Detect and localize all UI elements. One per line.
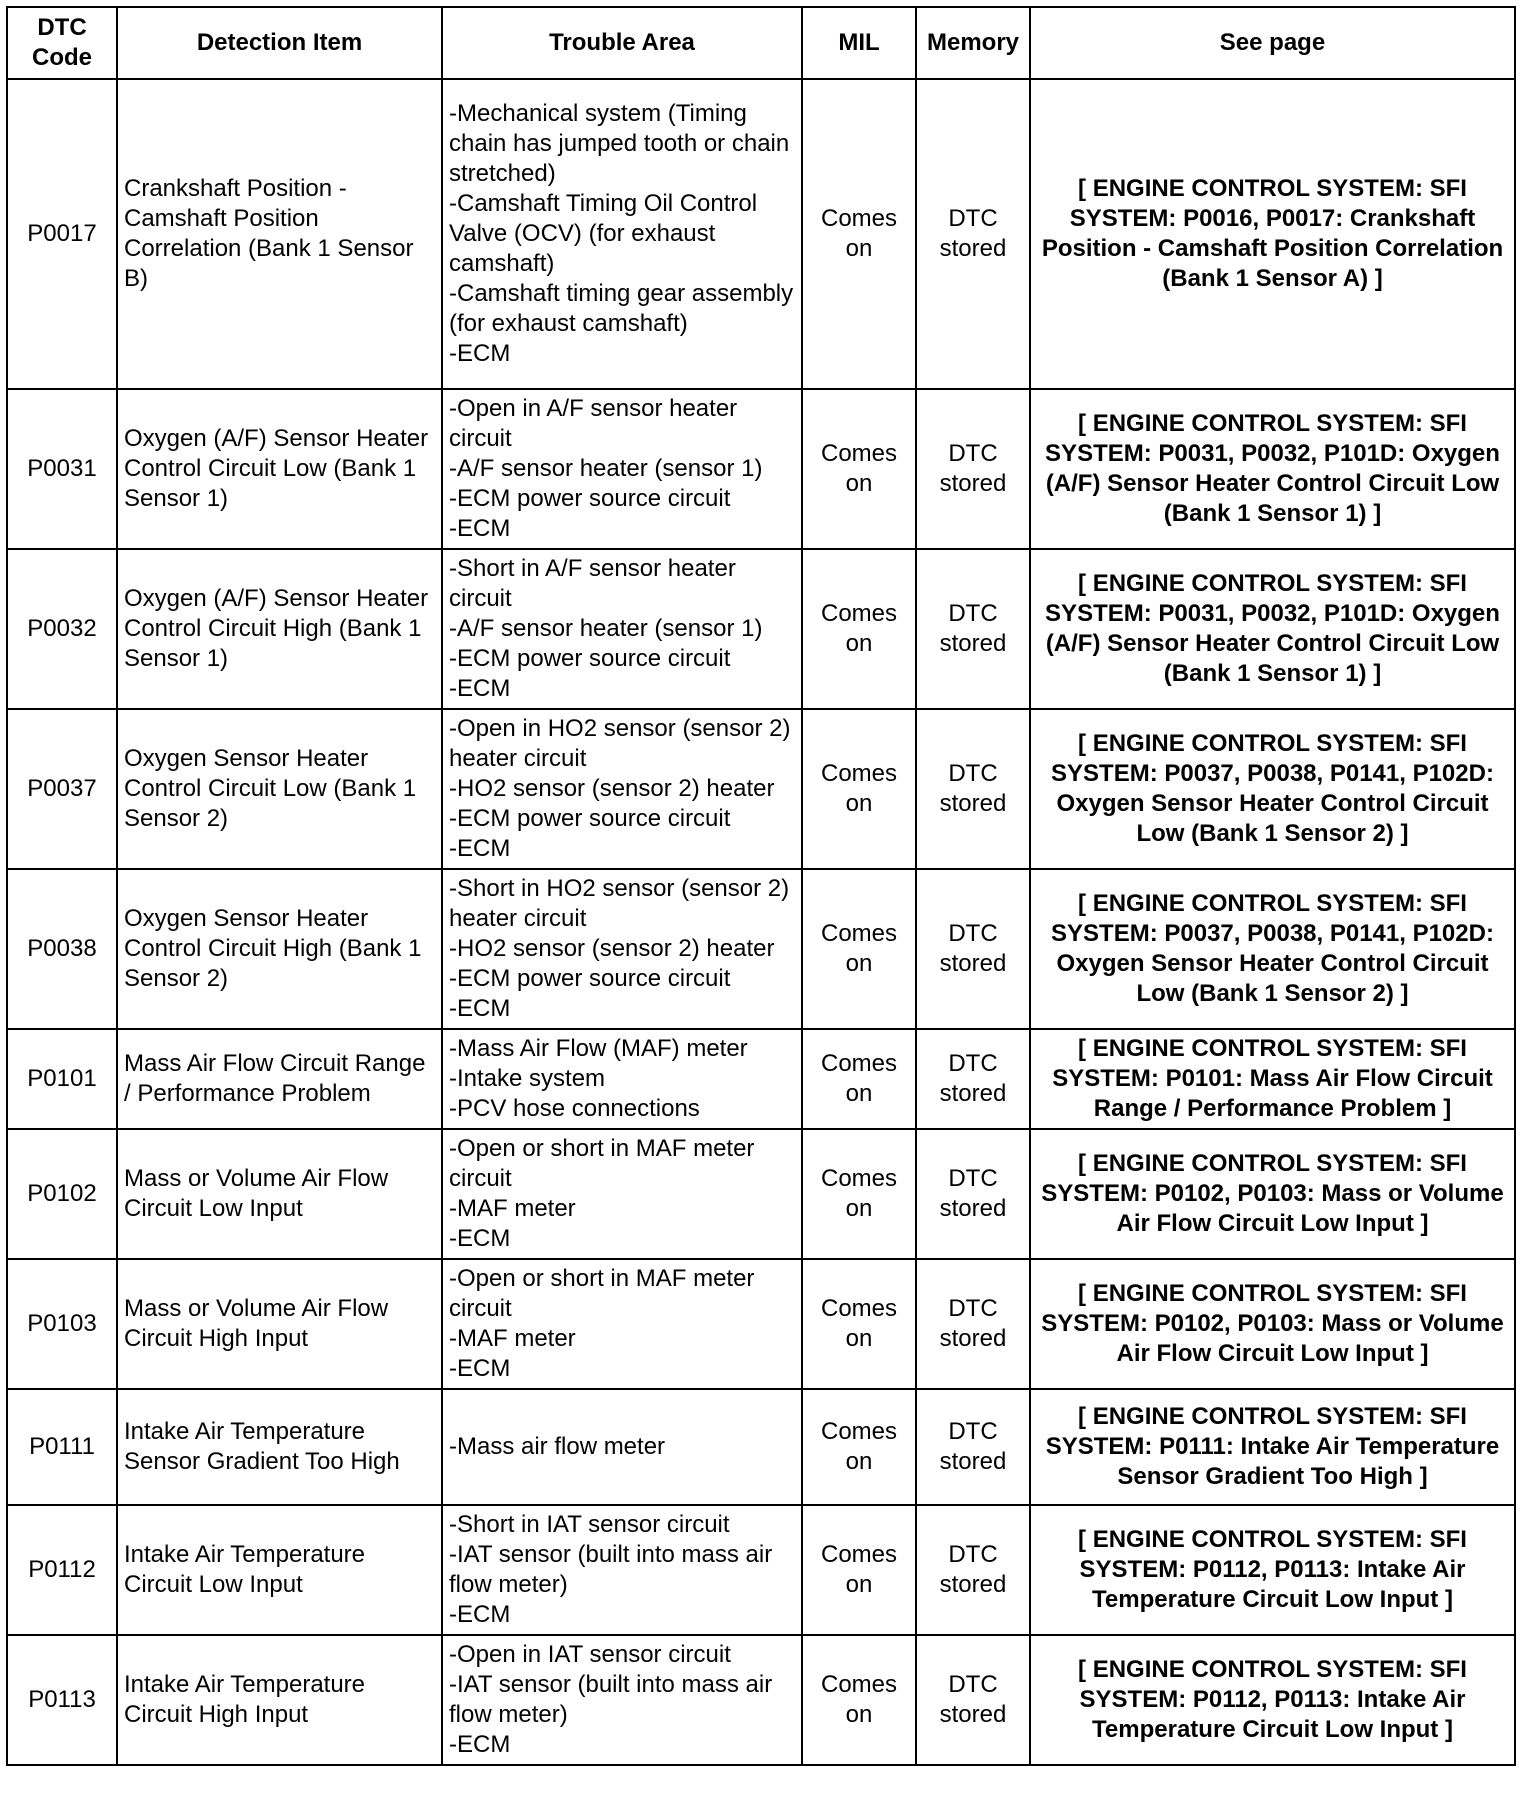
trouble-area-cell: [442, 389, 802, 549]
trouble-area-item: -Mechanical system (Timing chain has jumped tooth or chain stretched): [449, 100, 790, 187]
dtc-code-cell: P0112: [7, 1505, 117, 1635]
mil-cell: Comes on: [802, 549, 916, 709]
see-page-link: [ ENGINE CONTROL SYSTEM: SFI SYSTEM: P0037, P0038, P0141, P102D: Oxygen Sensor Heater Control Circuit Low (Bank 1 Sensor 2) ]: [1030, 869, 1515, 1029]
trouble-area-item: -Open in HO2 sensor (sensor 2) heater circuit: [449, 715, 791, 772]
trouble-area-item: -ECM: [449, 995, 511, 1022]
trouble-area-item: -Open in A/F sensor heater circuit: [449, 395, 738, 452]
mil-cell: Comes on: [802, 1389, 916, 1505]
mil-cell: Comes on: [802, 709, 916, 869]
trouble-area-item: -ECM power source circuit: [449, 805, 731, 832]
trouble-area-item: -Short in IAT sensor circuit: [449, 1511, 730, 1538]
detection-item-cell: Mass Air Flow Circuit Range / Performance Problem: [117, 1029, 442, 1129]
memory-cell: DTC stored: [916, 1029, 1030, 1129]
header-detection-item: Detection Item: [117, 7, 442, 79]
detection-item-cell: Oxygen Sensor Heater Control Circuit High (Bank 1 Sensor 2): [117, 869, 442, 1029]
see-page-link: [ ENGINE CONTROL SYSTEM: SFI SYSTEM: P0102, P0103: Mass or Volume Air Flow Circuit Low Input ]: [1030, 1129, 1515, 1259]
detection-item-cell: Intake Air Temperature Circuit High Input: [117, 1635, 442, 1765]
dtc-table-container: [6, 6, 1514, 1766]
see-page-link: [ ENGINE CONTROL SYSTEM: SFI SYSTEM: P0111: Intake Air Temperature Sensor Gradient Too High ]: [1030, 1389, 1515, 1505]
trouble-area-item: -ECM: [449, 340, 511, 367]
detection-item-cell: Intake Air Temperature Sensor Gradient Too High: [117, 1389, 442, 1505]
table-header-row: [7, 7, 1515, 79]
see-page-link: [ ENGINE CONTROL SYSTEM: SFI SYSTEM: P0031, P0032, P101D: Oxygen (A/F) Sensor Heater Control Circuit Low (Bank 1 Sensor 1) ]: [1030, 389, 1515, 549]
trouble-area-item: -Short in A/F sensor heater circuit: [449, 555, 736, 612]
dtc-code-cell: P0038: [7, 869, 117, 1029]
dtc-code-cell: P0031: [7, 389, 117, 549]
trouble-area-cell: [442, 1259, 802, 1389]
trouble-area-cell: [442, 1505, 802, 1635]
see-page-link: [ ENGINE CONTROL SYSTEM: SFI SYSTEM: P0101: Mass Air Flow Circuit Range / Performance Problem ]: [1030, 1029, 1515, 1129]
trouble-area-item: -ECM: [449, 835, 511, 862]
dtc-code-cell: P0102: [7, 1129, 117, 1259]
mil-cell: Comes on: [802, 1635, 916, 1765]
detection-item-cell: Mass or Volume Air Flow Circuit Low Input: [117, 1129, 442, 1259]
dtc-code-cell: P0103: [7, 1259, 117, 1389]
trouble-area-item: -ECM: [449, 1225, 511, 1252]
trouble-area-item: -ECM: [449, 515, 511, 542]
table-row: [7, 1129, 1515, 1259]
mil-cell: Comes on: [802, 1259, 916, 1389]
see-page-link: [ ENGINE CONTROL SYSTEM: SFI SYSTEM: P0016, P0017: Crankshaft Position - Camshaft Position Correlation (Bank 1 Sensor A) ]: [1030, 79, 1515, 389]
table-row: [7, 1635, 1515, 1765]
mil-cell: Comes on: [802, 1029, 916, 1129]
header-see-page: See page: [1030, 7, 1515, 79]
see-page-link: [ ENGINE CONTROL SYSTEM: SFI SYSTEM: P0112, P0113: Intake Air Temperature Circuit Low Input ]: [1030, 1635, 1515, 1765]
trouble-area-cell: [442, 1635, 802, 1765]
mil-cell: Comes on: [802, 1505, 916, 1635]
trouble-area-item: -ECM power source circuit: [449, 965, 731, 992]
trouble-area-item: -Mass Air Flow (MAF) meter: [449, 1035, 748, 1062]
memory-cell: DTC stored: [916, 1389, 1030, 1505]
dtc-code-cell: P0111: [7, 1389, 117, 1505]
mil-cell: Comes on: [802, 869, 916, 1029]
detection-item-cell: Crankshaft Position - Camshaft Position Correlation (Bank 1 Sensor B): [117, 79, 442, 389]
trouble-area-item: -MAF meter: [449, 1325, 576, 1352]
trouble-area-item: -HO2 sensor (sensor 2) heater: [449, 775, 775, 802]
dtc-code-cell: P0101: [7, 1029, 117, 1129]
table-row: [7, 1389, 1515, 1505]
trouble-area-item: -Short in HO2 sensor (sensor 2) heater circuit: [449, 875, 790, 932]
table-row: [7, 1029, 1515, 1129]
trouble-area-item: -A/F sensor heater (sensor 1): [449, 615, 763, 642]
trouble-area-cell: [442, 1129, 802, 1259]
memory-cell: DTC stored: [916, 1259, 1030, 1389]
header-mil: MIL: [802, 7, 916, 79]
table-row: [7, 709, 1515, 869]
detection-item-cell: Oxygen Sensor Heater Control Circuit Low (Bank 1 Sensor 2): [117, 709, 442, 869]
mil-cell: Comes on: [802, 79, 916, 389]
memory-cell: DTC stored: [916, 1635, 1030, 1765]
memory-cell: DTC stored: [916, 1505, 1030, 1635]
trouble-area-item: -ECM: [449, 1731, 511, 1758]
table-row: [7, 549, 1515, 709]
dtc-code-cell: P0113: [7, 1635, 117, 1765]
see-page-link: [ ENGINE CONTROL SYSTEM: SFI SYSTEM: P0037, P0038, P0141, P102D: Oxygen Sensor Heater Control Circuit Low (Bank 1 Sensor 2) ]: [1030, 709, 1515, 869]
dtc-code-cell: P0017: [7, 79, 117, 389]
detection-item-cell: Oxygen (A/F) Sensor Heater Control Circuit High (Bank 1 Sensor 1): [117, 549, 442, 709]
table-row: [7, 389, 1515, 549]
header-memory: Memory: [916, 7, 1030, 79]
trouble-area-item: -Mass air flow meter: [449, 1433, 666, 1460]
table-row: [7, 79, 1515, 389]
memory-cell: DTC stored: [916, 709, 1030, 869]
trouble-area-item: -ECM: [449, 675, 511, 702]
table-row: [7, 869, 1515, 1029]
trouble-area-cell: [442, 1029, 802, 1129]
trouble-area-item: -HO2 sensor (sensor 2) heater: [449, 935, 775, 962]
trouble-area-cell: [442, 1389, 802, 1505]
memory-cell: DTC stored: [916, 869, 1030, 1029]
memory-cell: DTC stored: [916, 549, 1030, 709]
trouble-area-item: -IAT sensor (built into mass air flow meter): [449, 1671, 773, 1728]
trouble-area-item: -ECM: [449, 1355, 511, 1382]
memory-cell: DTC stored: [916, 79, 1030, 389]
header-dtc-code: DTC Code: [7, 7, 117, 79]
dtc-code-cell: P0032: [7, 549, 117, 709]
trouble-area-cell: [442, 79, 802, 389]
trouble-area-cell: [442, 869, 802, 1029]
trouble-area-item: -MAF meter: [449, 1195, 576, 1222]
trouble-area-item: -IAT sensor (built into mass air flow meter): [449, 1541, 773, 1598]
table-row: [7, 1505, 1515, 1635]
trouble-area-item: -ECM power source circuit: [449, 645, 731, 672]
trouble-area-item: -ECM power source circuit: [449, 485, 731, 512]
dtc-table: [6, 6, 1516, 1766]
memory-cell: DTC stored: [916, 1129, 1030, 1259]
trouble-area-item: -Open or short in MAF meter circuit: [449, 1265, 755, 1322]
trouble-area-item: -Camshaft timing gear assembly (for exhaust camshaft): [449, 280, 794, 337]
trouble-area-cell: [442, 709, 802, 869]
see-page-link: [ ENGINE CONTROL SYSTEM: SFI SYSTEM: P0031, P0032, P101D: Oxygen (A/F) Sensor Heater Control Circuit Low (Bank 1 Sensor 1) ]: [1030, 549, 1515, 709]
trouble-area-cell: [442, 549, 802, 709]
table-row: [7, 1259, 1515, 1389]
trouble-area-item: -Camshaft Timing Oil Control Valve (OCV) (for exhaust camshaft): [449, 190, 758, 277]
memory-cell: DTC stored: [916, 389, 1030, 549]
dtc-code-cell: P0037: [7, 709, 117, 869]
detection-item-cell: Oxygen (A/F) Sensor Heater Control Circuit Low (Bank 1 Sensor 1): [117, 389, 442, 549]
mil-cell: Comes on: [802, 1129, 916, 1259]
header-trouble-area: Trouble Area: [442, 7, 802, 79]
trouble-area-item: -A/F sensor heater (sensor 1): [449, 455, 763, 482]
trouble-area-item: -Open in IAT sensor circuit: [449, 1641, 731, 1668]
see-page-link: [ ENGINE CONTROL SYSTEM: SFI SYSTEM: P0112, P0113: Intake Air Temperature Circuit Low Input ]: [1030, 1505, 1515, 1635]
trouble-area-item: -Open or short in MAF meter circuit: [449, 1135, 755, 1192]
detection-item-cell: Mass or Volume Air Flow Circuit High Input: [117, 1259, 442, 1389]
trouble-area-item: -Intake system: [449, 1065, 606, 1092]
table-body: [7, 79, 1515, 1765]
trouble-area-item: -ECM: [449, 1601, 511, 1628]
mil-cell: Comes on: [802, 389, 916, 549]
see-page-link: [ ENGINE CONTROL SYSTEM: SFI SYSTEM: P0102, P0103: Mass or Volume Air Flow Circuit Low Input ]: [1030, 1259, 1515, 1389]
detection-item-cell: Intake Air Temperature Circuit Low Input: [117, 1505, 442, 1635]
trouble-area-item: -PCV hose connections: [449, 1095, 700, 1122]
